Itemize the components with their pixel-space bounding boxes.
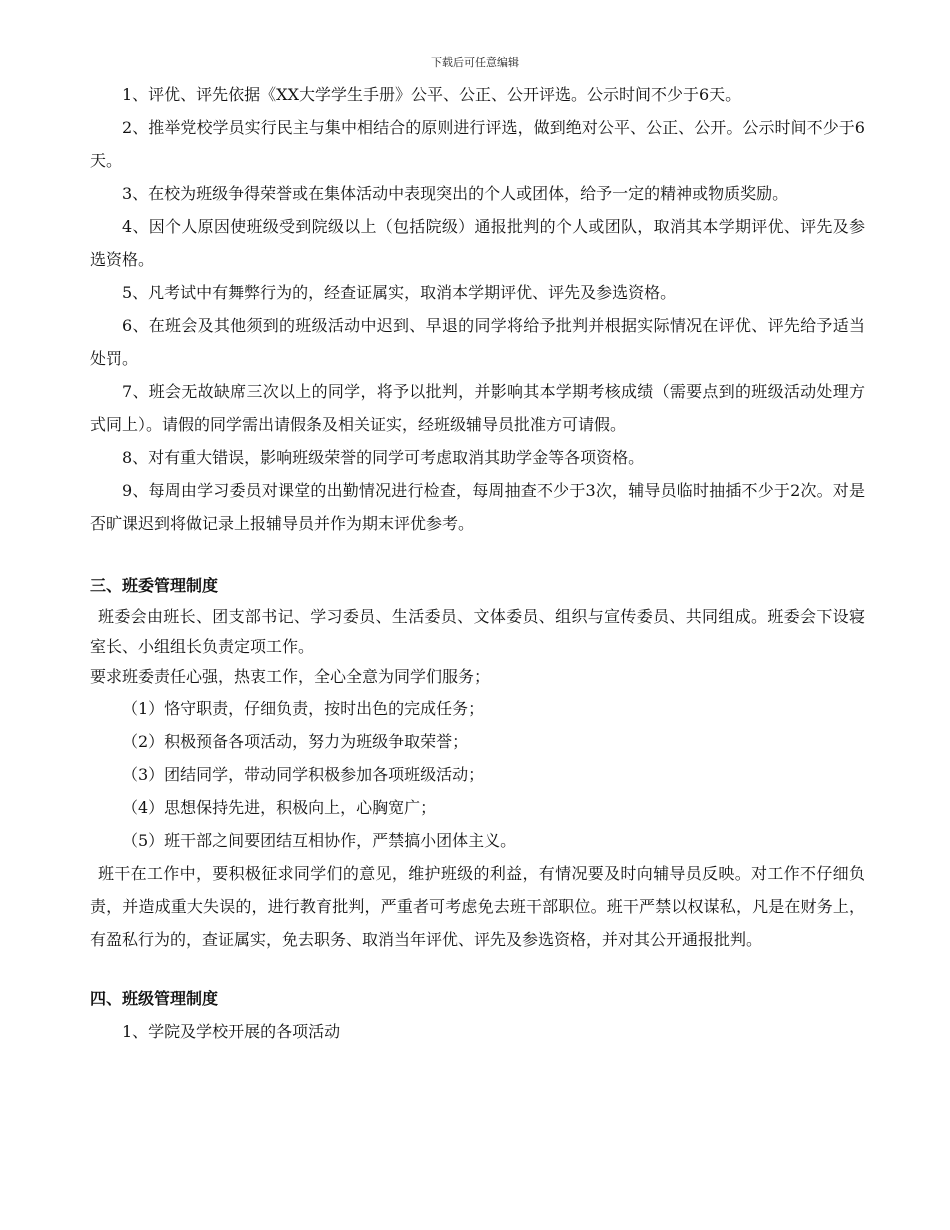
committee-list-item-4: （4）思想保持先进，积极向上，心胸宽广； xyxy=(122,798,437,817)
committee-list-item-2: （2）积极预备各项活动，努力为班级争取荣誉； xyxy=(122,732,469,751)
rule-item-8: 8、对有重大错误，影响班级荣誉的同学可考虑取消其助学金等各项资格。 xyxy=(122,448,645,467)
committee-requirement: 要求班委责任心强，热衷工作，全心全意为同学们服务； xyxy=(90,667,491,686)
committee-closing: 班干在工作中，要积极征求同学们的意见，维护班级的利益，有情况要及时向辅导员反映。对工作不仔细负责，并造成重大失误的，进行教育批判，严重者可考虑免去班干部职位。班干严禁以权谋私，凡是在财务上，有盈私行为的，查证属实，免去职务、取消当年评优、评先及参选资格，并对其公开通报批判。 xyxy=(90,864,865,949)
section-heading-class: 四、班级管理制度 xyxy=(90,989,219,1008)
header-note: 下载后可任意编辑 xyxy=(431,56,519,69)
rule-item-4: 4、因个人原因使班级受到院级以上（包括院级）通报批判的个人或团队，取消其本学期评优、评先及参选资格。 xyxy=(90,217,865,269)
committee-intro: 班委会由班长、团支部书记、学习委员、生活委员、文体委员、组织与宣传委员、共同组成。班委会下设寝室长、小组组长负责定项工作。 xyxy=(90,607,865,656)
rule-item-1: 1、评优、评先依据《XX大学学生手册》公平、公正、公开评选。公示时间不少于6天。 xyxy=(122,85,742,104)
section-gap xyxy=(90,956,865,982)
rule-item-3: 3、在校为班级争得荣誉或在集体活动中表现突出的个人或团体，给予一定的精神或物质奖励。 xyxy=(122,184,789,203)
committee-list-item-1: （1）恪守职责，仔细负责，按时出色的完成任务； xyxy=(122,699,485,718)
rule-item-5: 5、凡考试中有舞弊行为的，经查证属实，取消本学期评优、评先及参选资格。 xyxy=(122,283,677,302)
document-body xyxy=(90,78,865,1048)
committee-list-item-3: （3）团结同学，带动同学积极参加各项班级活动； xyxy=(122,765,485,784)
rule-item-6: 6、在班会及其他须到的班级活动中迟到、早退的同学将给予批判并根据实际情况在评优、评先给予适当处罚。 xyxy=(90,316,865,368)
rule-item-9: 9、每周由学习委员对课堂的出勤情况进行检查，每周抽查不少于3次，辅导员临时抽插不少于2次。对是否旷课迟到将做记录上报辅导员并作为期末评优参考。 xyxy=(90,481,865,533)
class-item-1: 1、学院及学校开展的各项活动 xyxy=(122,1022,341,1041)
section-heading-committee: 三、班委管理制度 xyxy=(90,576,219,595)
section-gap xyxy=(90,540,865,569)
rule-item-2: 2、推举党校学员实行民主与集中相结合的原则进行评选，做到绝对公平、公正、公开。公示时间不少于6天。 xyxy=(90,118,865,170)
rule-item-7: 7、班会无故缺席三次以上的同学，将予以批判，并影响其本学期考核成绩（需要点到的班级活动处理方式同上）。请假的同学需出请假条及相关证实，经班级辅导员批准方可请假。 xyxy=(90,382,865,434)
committee-list-item-5: （5）班干部之间要团结互相协作，严禁搞小团体主义。 xyxy=(122,831,517,850)
